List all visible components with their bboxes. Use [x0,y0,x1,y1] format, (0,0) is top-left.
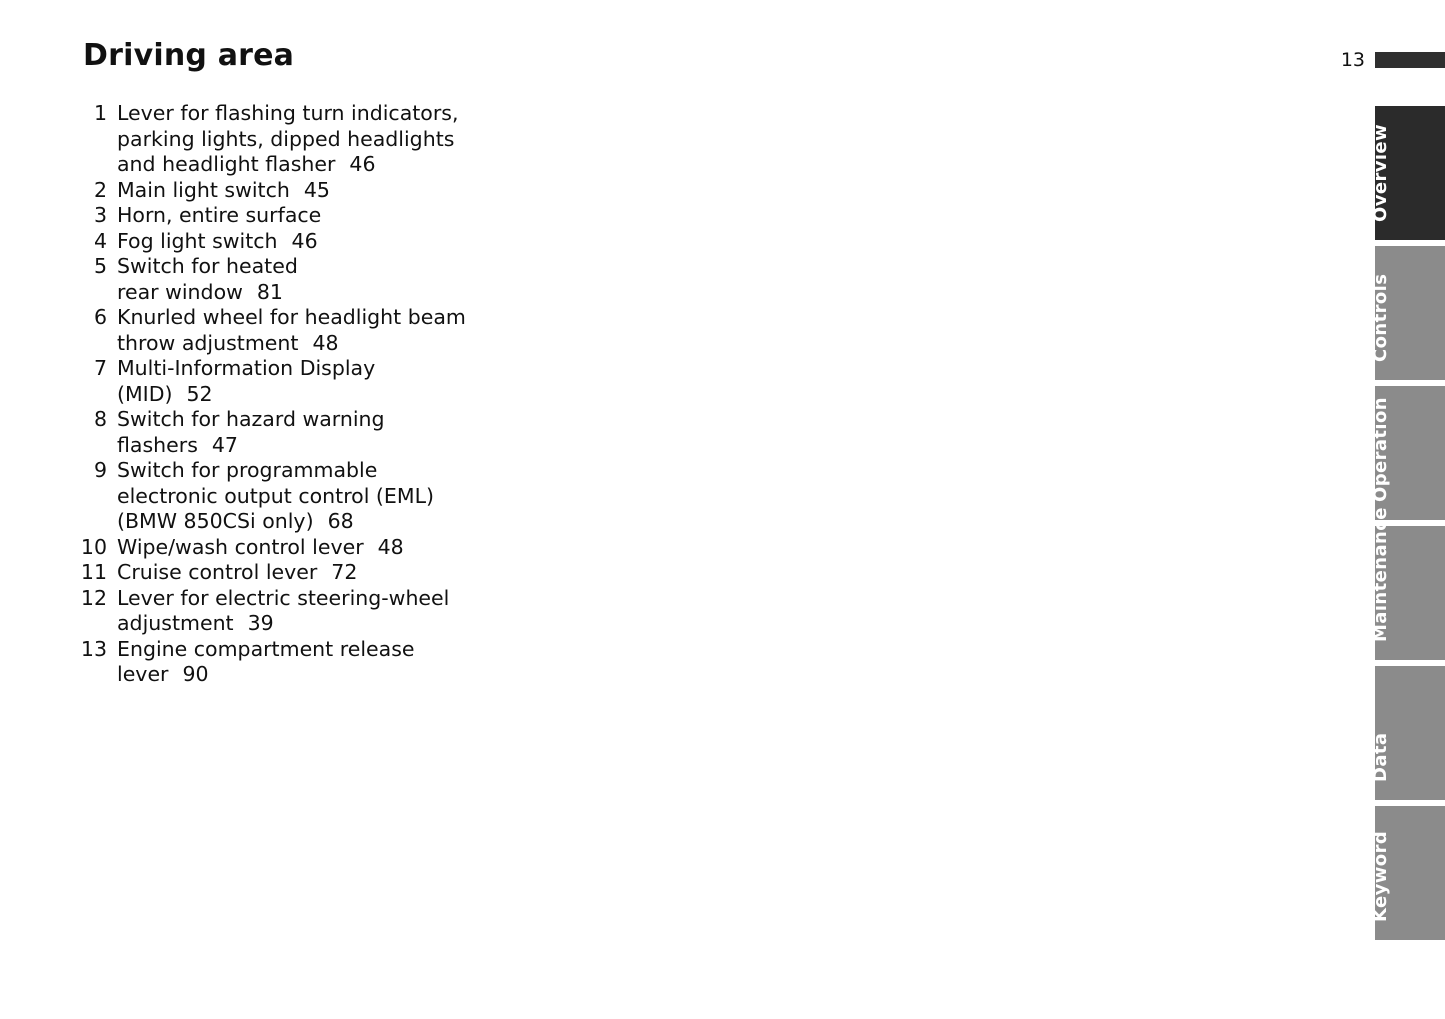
legend-item-2 [80,178,500,204]
legend-line-text: lever [117,662,169,686]
section-tabs [1370,106,1445,946]
legend-item-number: 1 [93,101,107,125]
tab-label: Data [1370,732,1391,782]
legend-item-line [117,229,500,255]
tab-keyword[interactable] [1370,806,1445,940]
legend-line-text: Switch for hazard warning [117,407,385,431]
legend-item-description [117,637,500,688]
page-title: Driving area [83,38,295,73]
legend-line-text: (BMW 850CSi only) [117,509,314,533]
tab-label: Operation [1370,397,1391,502]
legend-item-7 [80,356,500,407]
legend-line-text: Cruise control lever [117,560,318,584]
tab-overview[interactable] [1370,106,1445,240]
legend-item-12 [80,586,500,637]
legend-item-line [117,280,500,306]
legend-item-line [117,101,500,127]
legend-item-line [117,611,500,637]
tab-label: Keyword [1370,830,1391,922]
legend-item-line [117,662,500,688]
page-reference-link[interactable]: 68 [327,509,354,533]
legend-item-description [117,305,500,356]
tab-data[interactable] [1370,666,1445,800]
legend-item-line [117,178,500,204]
legend-line-text: throw adjustment [117,330,299,355]
legend-item-line [117,637,500,663]
legend-item-line [117,203,500,229]
page-reference-link[interactable]: 48 [312,330,339,355]
page-number: 13 [1340,49,1365,71]
legend-line-text: electronic output control (EML) [117,483,434,508]
legend-item-line [117,356,500,382]
page-reference-link[interactable]: 81 [256,279,283,304]
tab-label: Controls [1370,273,1391,362]
legend-line-text: (MID) [117,381,173,406]
legend-item-line [117,586,500,612]
legend-item-description [117,586,500,637]
page-reference-link[interactable]: 39 [247,611,274,635]
legend-item-8 [80,407,500,458]
legend-item-3 [80,203,500,229]
legend-line-text: Knurled wheel for headlight beam [117,305,466,329]
legend-line-text: Horn, entire surface [117,203,322,227]
legend-item-line [117,560,500,586]
legend-item-line [117,331,500,357]
page-number-marker [1375,52,1445,68]
tab-operation[interactable] [1370,386,1445,520]
legend-line-text: Switch for programmable [117,458,378,482]
page-reference-link[interactable]: 46 [349,152,376,176]
tab-label: Maintenance [1370,507,1391,642]
legend-line-text: Wipe/wash control lever [117,534,364,559]
legend-item-line [117,484,500,510]
legend-item-1 [80,101,500,178]
legend-item-description [117,560,500,586]
tab-maintenance[interactable] [1370,507,1445,660]
legend-item-number: 7 [93,356,107,380]
page-reference-link[interactable]: 52 [186,381,213,406]
legend-line-text: Main light switch [117,177,290,202]
legend-item-description [117,407,500,458]
legend-item-number: 13 [80,636,107,661]
legend-item-5 [80,254,500,305]
legend-item-4 [80,229,500,255]
legend-item-description [117,229,500,255]
legend-item-line [117,305,500,331]
component-legend-list [80,101,500,688]
legend-item-description [117,178,500,204]
legend-item-9 [80,458,500,535]
legend-item-description [117,254,500,305]
page-reference-link[interactable]: 46 [291,228,318,253]
legend-line-text: flashers [117,432,198,457]
legend-item-number: 3 [93,203,107,227]
legend-item-description [117,535,500,561]
legend-item-11 [80,560,500,586]
legend-item-6 [80,305,500,356]
page-reference-link[interactable]: 47 [211,432,238,457]
legend-line-text: Multi-Information Display [117,356,376,380]
page-reference-link[interactable]: 48 [377,534,404,559]
legend-line-text: Fog light switch [117,228,278,253]
tab-controls[interactable] [1370,246,1445,380]
legend-item-number: 4 [93,228,107,253]
legend-item-13 [80,637,500,688]
legend-line-text: and headlight flasher [117,152,336,176]
page-reference-link[interactable]: 90 [182,662,209,686]
legend-line-text: Lever for flashing turn indicators, [117,101,459,125]
legend-item-line [117,152,500,178]
legend-item-line [117,382,500,408]
legend-line-text: Lever for electric steering-wheel [117,585,450,610]
legend-item-number: 8 [93,407,107,431]
legend-item-description [117,356,500,407]
legend-item-number: 5 [93,254,107,278]
legend-item-line [117,433,500,459]
legend-item-description [117,203,500,229]
legend-line-text: parking lights, dipped headlights [117,126,455,151]
legend-item-10 [80,535,500,561]
legend-item-line [117,407,500,433]
legend-line-text: adjustment [117,611,234,635]
legend-line-text: Engine compartment release [117,636,415,661]
legend-item-number: 6 [93,305,107,329]
legend-item-number: 9 [93,458,107,482]
page-reference-link[interactable]: 45 [303,177,330,202]
legend-item-line [117,509,500,535]
legend-item-number: 12 [80,585,107,610]
legend-line-text: rear window [117,279,243,304]
legend-item-number: 10 [80,534,107,559]
tab-label: Overview [1370,123,1391,222]
page-reference-link[interactable]: 72 [331,560,358,584]
legend-item-number: 2 [93,177,107,202]
legend-item-number: 11 [80,560,107,584]
legend-item-line [117,458,500,484]
legend-item-line [117,127,500,153]
legend-item-line [117,535,500,561]
legend-item-description [117,101,500,178]
legend-item-description [117,458,500,535]
legend-line-text: Switch for heated [117,254,298,278]
legend-item-line [117,254,500,280]
